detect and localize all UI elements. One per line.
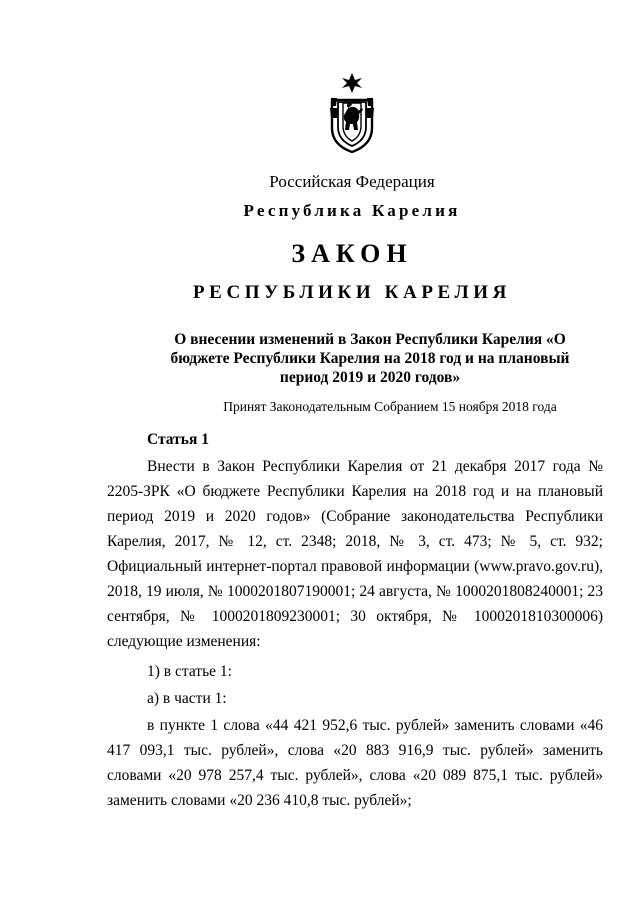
article-paragraph: 1) в статье 1: [147,663,232,680]
country-name: Российская Федерация [269,172,435,191]
article-paragraph: а) в части 1: [147,690,227,707]
article-title: Статья 1 [147,431,209,448]
article-paragraph: в пункте 1 слова «44 421 952,6 тыс. рублей» заменить словами «46 417 093,1 тыс. рублей», слова «20 883 916,9 тыс. рублей» заменить словами «20 978 257,4 тыс. рублей», слова «20 089 875,1 тыс. рублей» заменить словами «20 236 410,8 тыс. рублей»; [107,717,603,809]
coat-of-arms-emblem [324,72,380,154]
bear-emblem-icon [324,72,380,154]
law-subtitle: РЕСПУБЛИКИ КАРЕЛИЯ [192,282,512,303]
adoption-note: Принят Законодательным Собранием 15 ноября 2018 года [223,399,557,414]
law-heading: О внесении изменений в Закон Республики Карелия «О бюджете Республики Карелия на 2018 год и на плановый период 2019 и 2020 годов» [170,331,570,386]
law-title: ЗАКОН [291,239,413,268]
republic-name: Республика Карелия [243,201,461,220]
article-paragraph: Внести в Закон Республики Карелия от 21 декабря 2017 года № 2205-ЗРК «О бюджете Республики Карелия на 2018 год и на плановый период 2019 и 2020 годов» (Собрание законодательства Республики Карелия, 2017, № 12, ст. 2348; 2018, № 3, ст. 473; № 5, ст. 932; Официальный интернет-портал правовой информации (www.pravo.gov.ru), 2018, 19 июля, № 1000201807190001; 24 августа, № 1000201808240001; 23 сентября, № 1000201809230001; 30 октября, № 1000201810300006) следующие изменения: [107,458,603,650]
